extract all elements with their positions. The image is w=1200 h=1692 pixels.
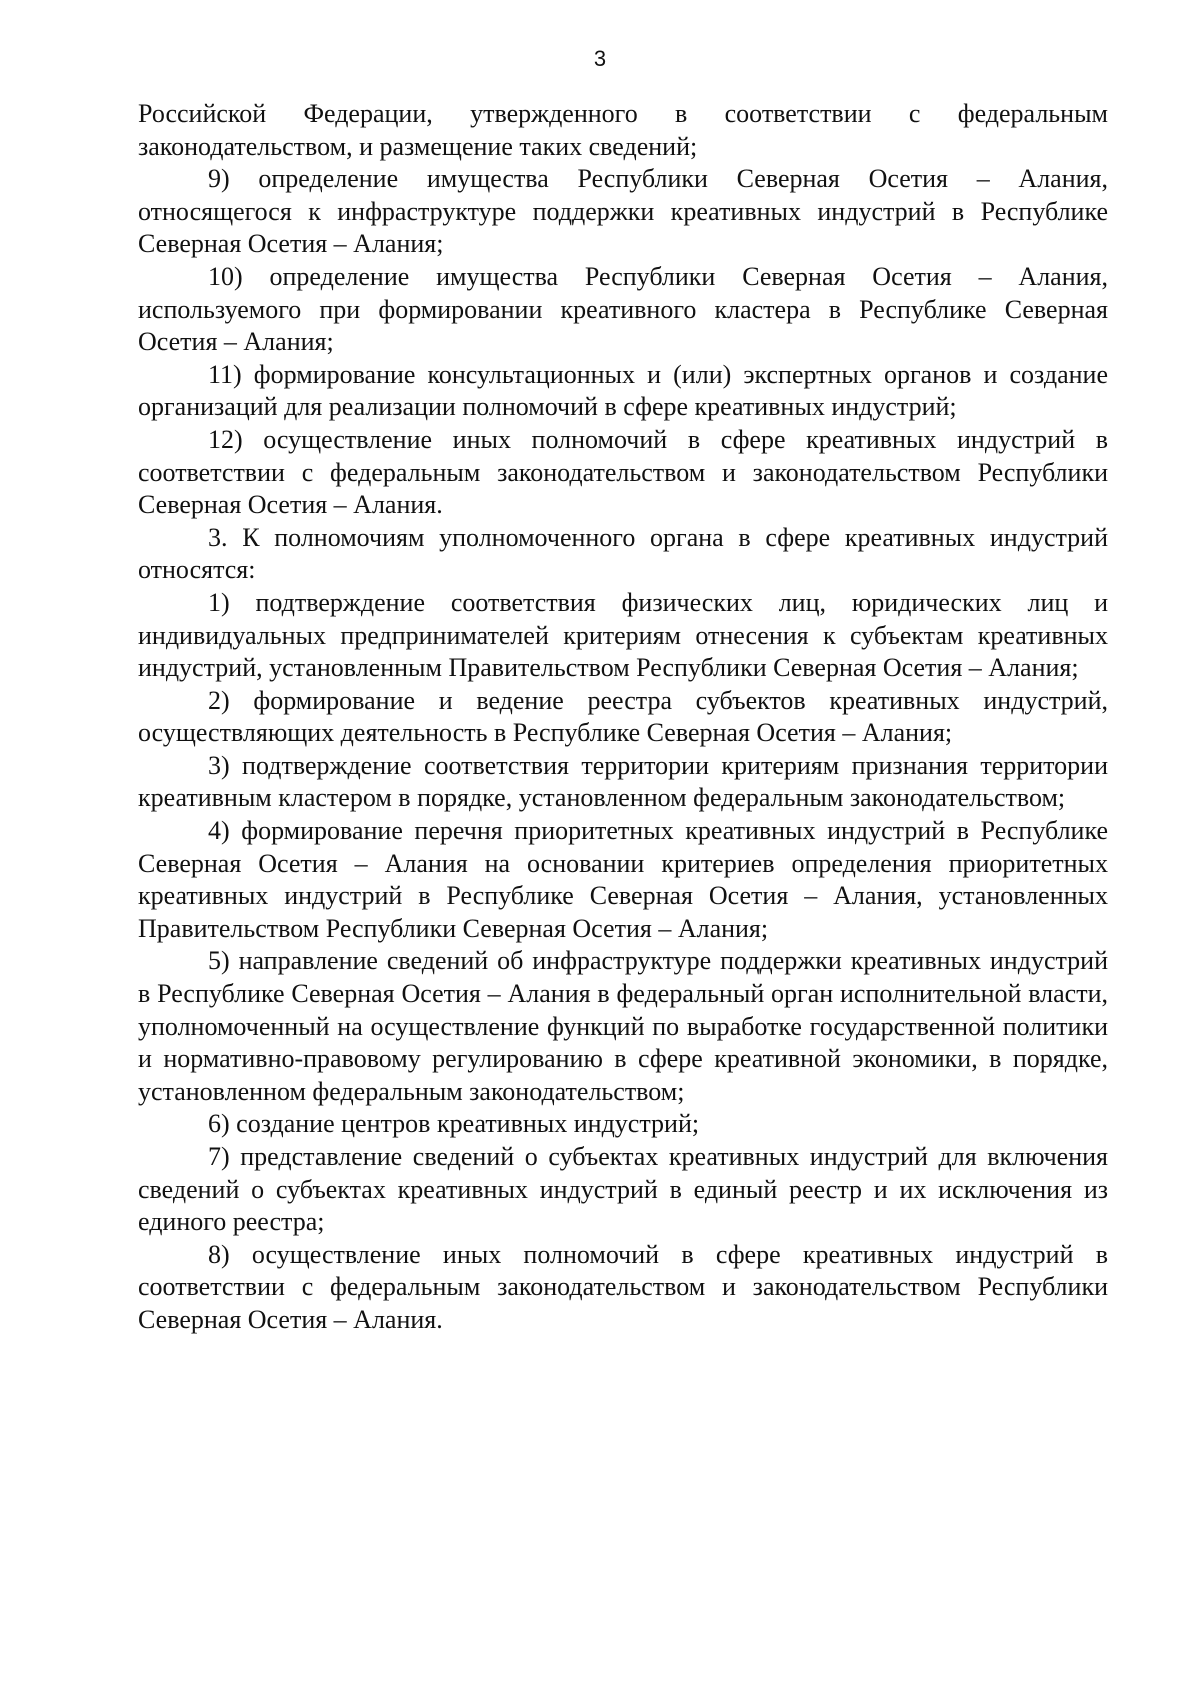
section-3-item-2: 2) формирование и ведение реестра субъектов креативных индустрий, осуществляющих деятельность в Республике Северная Осетия – Алания;	[138, 685, 1108, 748]
list-item-9: 9) определение имущества Республики Северная Осетия – Алания, относящегося к инфраструктуре поддержки креативных индустрий в Республике Северная Осетия – Алания;	[138, 164, 1108, 259]
list-item-12: 12) осуществление иных полномочий в сфере креативных индустрий в соответствии с федеральным законодательством и законодательством Республики Северная Осетия – Алания.	[138, 424, 1108, 520]
page-number: 3	[593, 46, 607, 71]
section-3-item-3: 3) подтверждение соответствия территории критериям признания территории креативным кластером в порядке, установленном федеральным законодательством;	[138, 750, 1108, 813]
section-3-item-7: 7) представление сведений о субъектах креативных индустрий для включения сведений о субъектах креативных индустрий в единый реестр и их исключения из единого реестра;	[138, 1142, 1108, 1237]
section-3-item-1: 1) подтверждение соответствия физических лиц, юридических лиц и индивидуальных предпринимателей критериям отнесения к субъектам креативных индустрий, установленным Правительством Республики Северная Осетия – Алания;	[138, 587, 1108, 683]
section-3-item-5: 5) направление сведений об инфраструктуре поддержки креативных индустрий в Республике Северная Осетия – Алания в федеральный орган исполнительной власти, уполномоченный на осуществление функций по выработке государственной политики и нормативно-правовому регулированию в сфере креативной экономики, в порядке, установленном федеральным законодательством;	[138, 946, 1108, 1106]
paragraph-continuation: Российской Федерации, утвержденного в соответствии с федеральным законодательством, и размещение таких сведений;	[138, 99, 1108, 161]
section-3-item-6: 6) создание центров креативных индустрий;	[208, 1109, 700, 1139]
section-3-item-4: 4) формирование перечня приоритетных креативных индустрий в Республике Северная Осетия – Алания на основании критериев определения приоритетных креативных индустрий в Республике Северная Осетия – Алания, установленных Правительством Республики Северная Осетия – Алания;	[138, 816, 1108, 943]
section-3-heading: 3. К полномочиям уполномоченного органа в сфере креативных индустрий относятся:	[138, 522, 1108, 585]
list-item-11: 11) формирование консультационных и (или) экспертных органов и создание организаций для реализации полномочий в сфере креативных индустрий;	[138, 359, 1108, 422]
list-item-10: 10) определение имущества Республики Северная Осетия – Алания, используемого при формировании креативного кластера в Республике Северная Осетия – Алания;	[138, 261, 1108, 357]
document-body	[138, 98, 1108, 1337]
section-3-item-8: 8) осуществление иных полномочий в сфере креативных индустрий в соответствии с федеральным законодательством и законодательством Республики Северная Осетия – Алания.	[138, 1239, 1108, 1334]
